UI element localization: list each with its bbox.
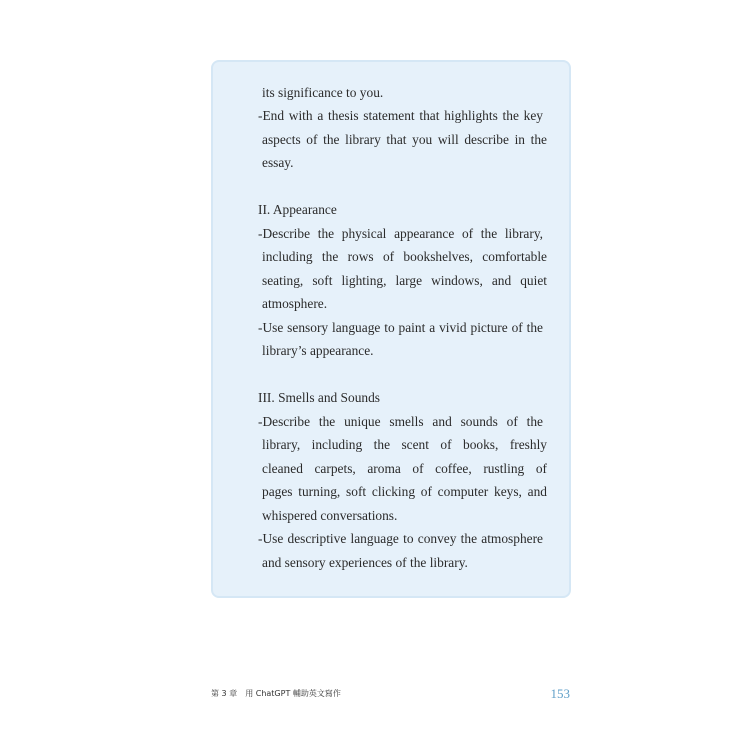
text-line: essay. <box>262 155 294 170</box>
text-line: aspects of the library that you will describe in the <box>262 132 547 147</box>
section-heading-appearance: II. Appearance <box>258 202 337 217</box>
text-line: cleaned carpets, aroma of coffee, rustling of <box>262 461 547 476</box>
bullet-line: -Use sensory language to paint a vivid picture of the <box>258 320 543 335</box>
bullet-line: -Describe the unique smells and sounds of the <box>258 414 543 429</box>
text-line: including the rows of bookshelves, comfortable <box>262 249 547 264</box>
text-line: seating, soft lighting, large windows, and quiet <box>262 273 547 288</box>
section-heading-smells-sounds: III. Smells and Sounds <box>258 390 380 405</box>
text-line: library’s appearance. <box>262 343 374 358</box>
text-line: library, including the scent of books, freshly <box>262 437 547 452</box>
bullet-line: -Use descriptive language to convey the atmosphere <box>258 531 543 546</box>
text-line: whispered conversations. <box>262 508 398 523</box>
bullet-line: -End with a thesis statement that highlights the key <box>258 108 543 123</box>
bullet-line: -Describe the physical appearance of the library, <box>258 226 543 241</box>
text-line: its significance to you. <box>262 85 384 100</box>
chapter-label: 第 3 章 <box>211 689 238 698</box>
running-footer <box>211 688 341 700</box>
text-line: pages turning, soft clicking of computer keys, and <box>262 484 547 499</box>
page-number: 153 <box>550 686 570 701</box>
chapter-title: 用 ChatGPT 輔助英文寫作 <box>245 689 341 698</box>
text-line: and sensory experiences of the library. <box>262 555 468 570</box>
text-line: atmosphere. <box>262 296 328 311</box>
